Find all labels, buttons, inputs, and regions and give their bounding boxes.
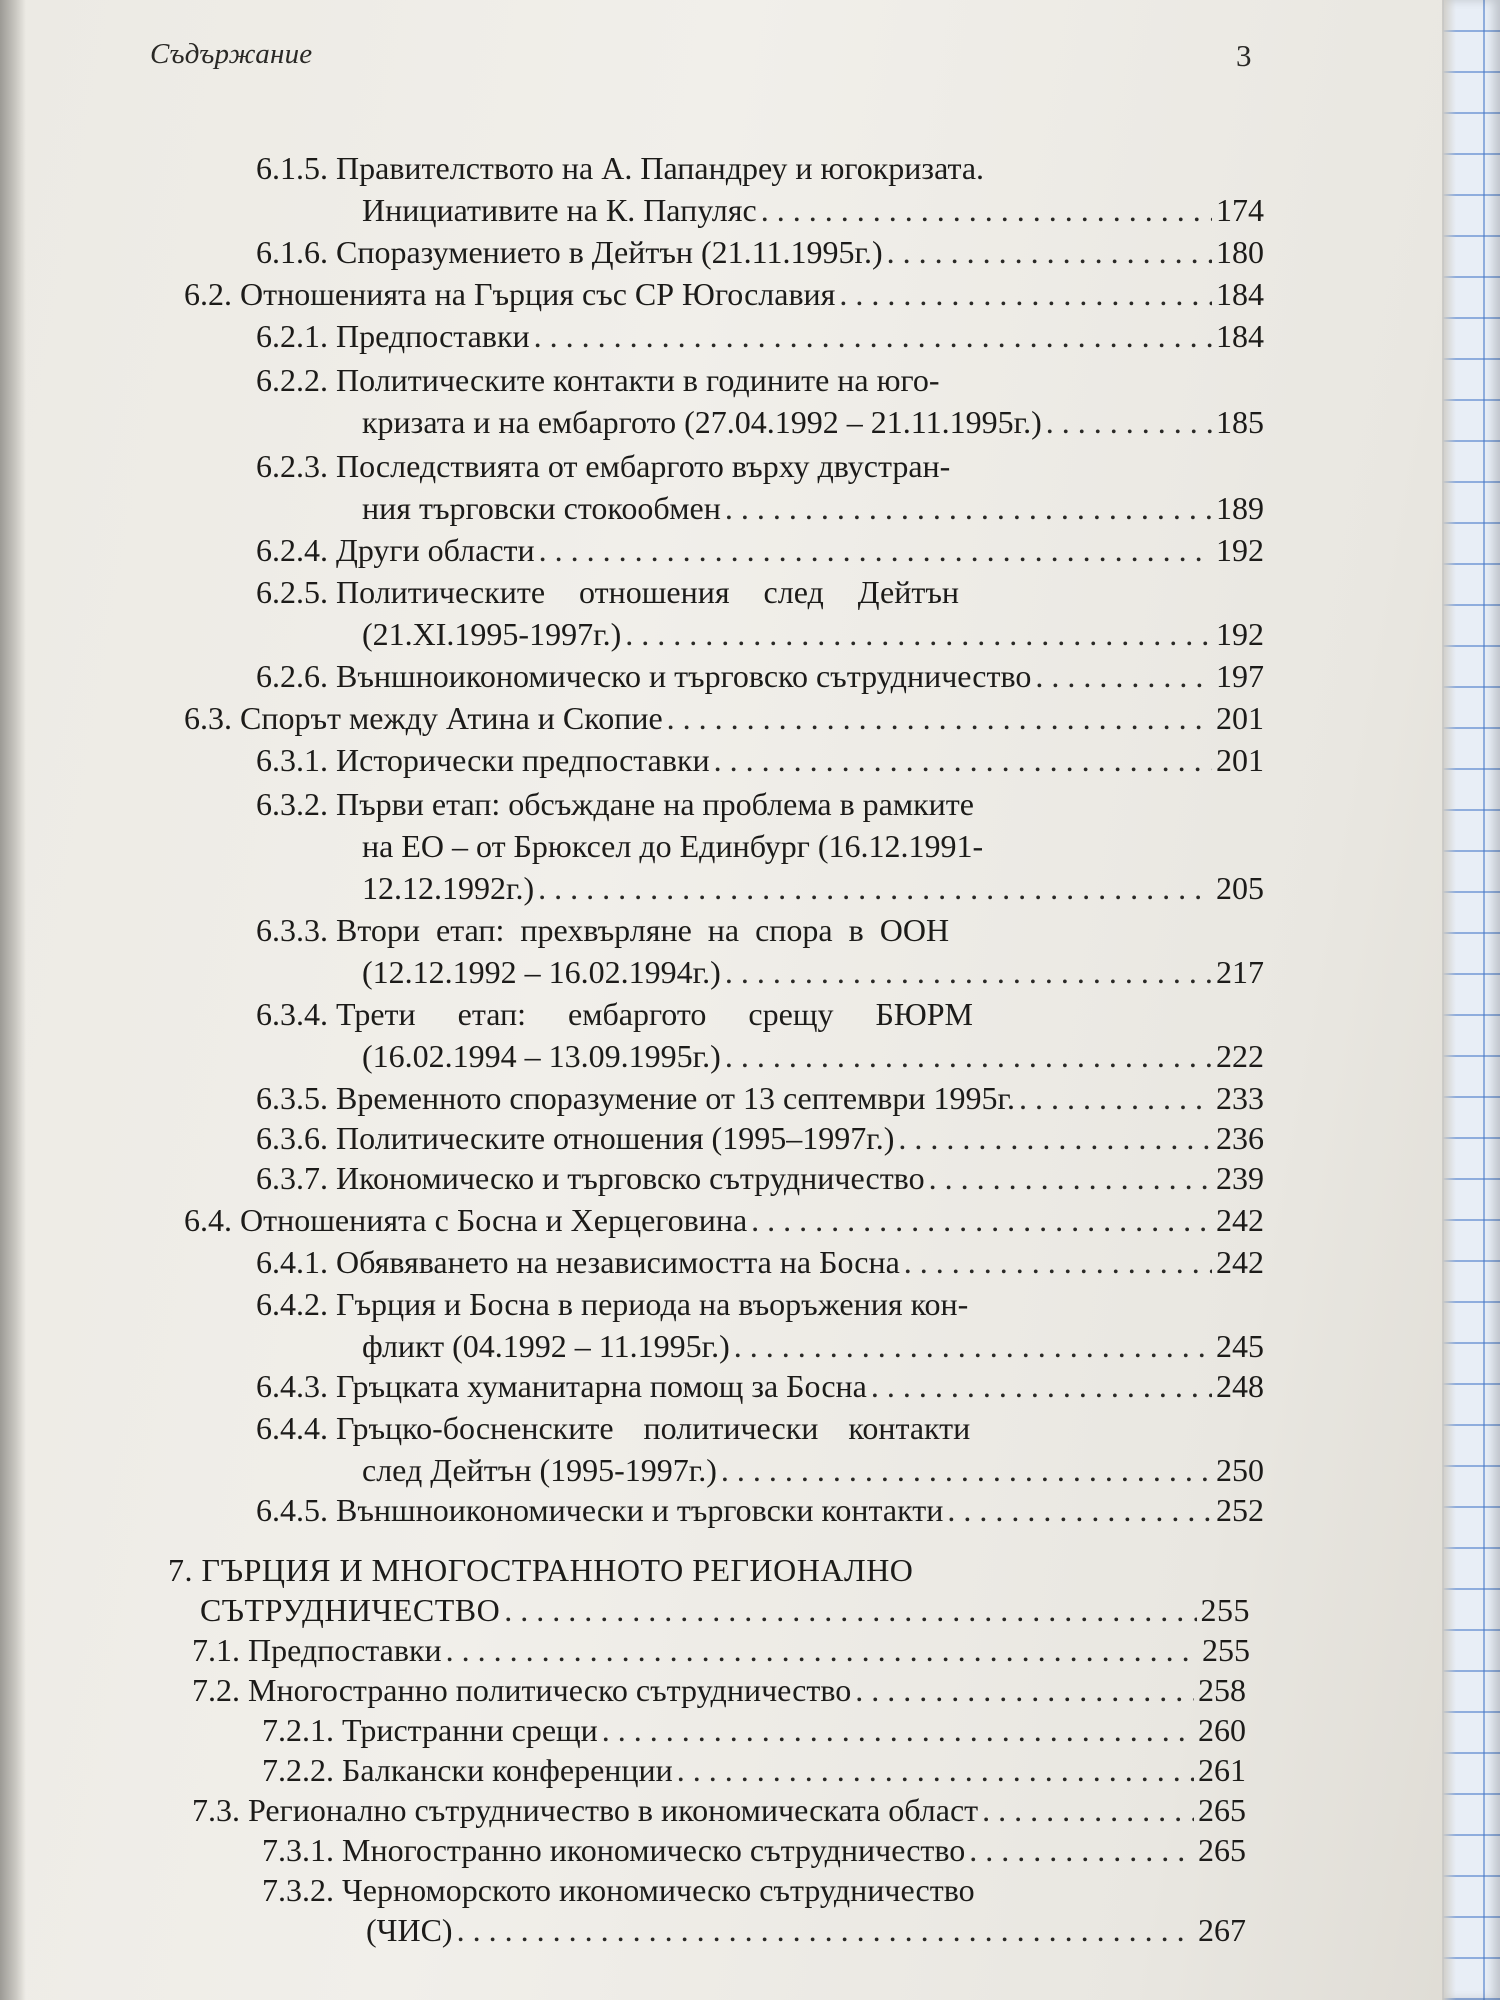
toc-entry-title: Спорът между Атина и Скопие [240, 700, 663, 736]
toc-entry-number: 6.2.2. [256, 362, 328, 398]
toc-entry-page: 242 [1216, 1202, 1264, 1238]
toc-entry-page: 222 [1216, 1038, 1264, 1074]
toc-entry-number: 7.3. [192, 1792, 240, 1828]
toc-entry [256, 316, 1264, 356]
toc-entry-title: Многостранно политическо сътрудничество [248, 1672, 852, 1708]
toc-entry-title: Гръцко-босненските политически контакти [336, 1410, 971, 1446]
toc-section [184, 698, 1264, 738]
toc-entry-number: 7.3.1. [262, 1832, 334, 1868]
toc-entry-title: Първи етап: обсъждане на проблема в рамките [336, 786, 974, 822]
toc-entry-page: 197 [1216, 658, 1264, 694]
toc-entry-title: Други области [336, 532, 535, 568]
toc-entry-number: 7.2. [192, 1672, 240, 1708]
toc-entry [256, 148, 1226, 188]
toc-entry-continuation [362, 952, 1264, 992]
toc-section [192, 1670, 1246, 1710]
toc-entry-page: 233 [1216, 1080, 1264, 1116]
toc-entry-page: 205 [1216, 870, 1264, 906]
toc-entry-title: Предпоставки [336, 318, 530, 354]
toc-entry-page: 192 [1216, 616, 1264, 652]
toc-entry-number: 6.2.4. [256, 532, 328, 568]
toc-entry-page: 252 [1216, 1492, 1264, 1528]
toc-entry-page: 201 [1216, 742, 1264, 778]
toc-entry-continuation [362, 826, 1122, 866]
toc-entry-continuation [362, 488, 1264, 528]
toc-entry-page: 265 [1198, 1792, 1246, 1828]
toc-entry-title: (16.02.1994 – 13.09.1995г.) [362, 1038, 721, 1074]
toc-entry-page: 184 [1216, 318, 1264, 354]
toc-entry-number: 6.3.2. [256, 786, 328, 822]
toc-entry-number: 6.4.5. [256, 1492, 328, 1528]
toc-entry-number: 6.3.7. [256, 1160, 328, 1196]
toc-entry-page: 261 [1198, 1752, 1246, 1788]
toc-entry-number: 7.2.2. [262, 1752, 334, 1788]
toc-entry-number: 6.4.1. [256, 1244, 328, 1280]
toc-entry-title: Отношенията с Босна и Херцеговина [240, 1202, 748, 1238]
toc-entry-page: 201 [1216, 700, 1264, 736]
toc-entry-title: (21.XI.1995-1997г.) [362, 616, 622, 652]
toc-entry-title: Гърция и Босна в периода на въоръжения кон- [336, 1286, 969, 1322]
toc-entry-page: 236 [1216, 1120, 1264, 1156]
toc-section [192, 1790, 1246, 1830]
toc-entry [256, 530, 1264, 570]
toc-entry [256, 1158, 1264, 1198]
toc-entry-page: 245 [1216, 1328, 1264, 1364]
toc-entry-title: Временното споразумение от 13 септември 1995г. [336, 1080, 1016, 1116]
toc-entry-title: Политическите контакти в годините на юго- [336, 362, 940, 398]
toc-entry-number: 6.1.5. [256, 150, 328, 186]
toc-entry-title: Балкански конференции [342, 1752, 673, 1788]
toc-entry [256, 1490, 1264, 1530]
toc-entry-continuation [362, 614, 1264, 654]
toc-entry-continuation [362, 402, 1264, 442]
toc-entry-title: Гръцката хуманитарна помощ за Босна [336, 1368, 867, 1404]
page-number: 3 [1236, 38, 1252, 73]
toc-entry [256, 1242, 1264, 1282]
toc-entry-title: Икономическо и търговско сътрудничество [336, 1160, 925, 1196]
toc-entry-page: 258 [1198, 1672, 1246, 1708]
toc-entry-number: 6.4.3. [256, 1368, 328, 1404]
toc-entry [262, 1710, 1246, 1750]
toc-entry [262, 1870, 1112, 1910]
toc-entry-title: Споразумението в Дейтън (21.11.1995г.) [336, 234, 883, 270]
toc-entry [256, 656, 1264, 696]
toc-entry-title: Регионално сътрудничество в икономическата област [248, 1792, 979, 1828]
toc-entry-continuation [362, 1326, 1264, 1366]
toc-entry [256, 910, 1106, 950]
toc-entry-title: Тристранни срещи [342, 1712, 598, 1748]
toc-entry-number: 6.2.5. [256, 574, 328, 610]
toc-entry [256, 994, 1106, 1034]
toc-entry-number: 6.2. [184, 276, 232, 312]
toc-entry-title: Черноморското икономическо сътрудничество [342, 1872, 975, 1908]
toc-entry-title: Инициативите на К. Папуляс [362, 192, 757, 228]
toc-entry-number: 6.3.5. [256, 1080, 328, 1116]
toc-entry [256, 572, 1104, 612]
toc-entry-title: Трети етап: ембаргото срещу БЮРМ [336, 996, 973, 1032]
toc-entry-title: ГЪРЦИЯ И МНОГОСТРАННОТО РЕГИОНАЛНО [201, 1552, 914, 1588]
toc-entry [256, 1118, 1264, 1158]
toc-entry-page: 255 [1202, 1632, 1250, 1668]
toc-entry-title: на ЕО – от Брюксел до Единбург (16.12.1991- [362, 828, 984, 864]
toc-entry-title: Втори етап: прехвърляне на спора в ООН [336, 912, 950, 948]
toc-entry-number: 6.4.2. [256, 1286, 328, 1322]
toc-entry-title: Обявяването на независимостта на Босна [336, 1244, 900, 1280]
toc-entry-title: (ЧИС) [366, 1912, 453, 1948]
toc-entry-page: 248 [1216, 1368, 1264, 1404]
toc-entry [262, 1750, 1246, 1790]
toc-entry-number: 6.3.3. [256, 912, 328, 948]
toc-entry-page: 260 [1198, 1712, 1246, 1748]
toc-entry [256, 360, 1104, 400]
toc-entry-number: 6.3.1. [256, 742, 328, 778]
toc-entry-page: 267 [1198, 1912, 1246, 1948]
toc-entry [256, 1408, 1106, 1448]
toc-entry-title: след Дейтън (1995-1997г.) [362, 1452, 717, 1488]
toc-entry-continuation [366, 1910, 1246, 1950]
toc-entry-page: 265 [1198, 1832, 1246, 1868]
toc-entry-number: 7.1. [192, 1632, 240, 1668]
toc-entry-continuation [362, 1036, 1264, 1076]
toc-entry-title: Отношенията на Гърция със СР Югославия [240, 276, 836, 312]
toc-entry-number: 6.3.6. [256, 1120, 328, 1156]
toc-entry-title: Многостранно икономическо сътрудничество [342, 1832, 966, 1868]
toc-section [184, 1200, 1264, 1240]
toc-entry-title: Последствията от ембаргото върху двустран- [336, 448, 951, 484]
toc-entry [256, 446, 1106, 486]
running-header: Съдържание [150, 38, 313, 70]
toc-entry [256, 232, 1264, 272]
toc-entry-title: Правителството на А. Папандреу и югокризата. [336, 150, 985, 186]
toc-entry-number: 6.4.4. [256, 1410, 328, 1446]
toc-chapter [168, 1550, 1068, 1590]
toc-entry-number: 6.2.6. [256, 658, 328, 694]
toc-entry-page: 250 [1216, 1452, 1264, 1488]
toc-entry-page: 185 [1216, 404, 1264, 440]
toc-entry-page: 255 [1200, 1592, 1250, 1628]
toc-entry-page: 242 [1216, 1244, 1264, 1280]
toc-entry-title: Външноикономическо и търговско сътрудничество [336, 658, 1032, 694]
toc-entry-number: 6.2.3. [256, 448, 328, 484]
toc-entry-page: 180 [1216, 234, 1264, 270]
toc-entry-page: 174 [1216, 192, 1264, 228]
toc-entry-number: 7.2.1. [262, 1712, 334, 1748]
toc-entry-number: 6.2.1. [256, 318, 328, 354]
toc-entry-title: (12.12.1992 – 16.02.1994г.) [362, 954, 721, 990]
toc-entry-page: 239 [1216, 1160, 1264, 1196]
toc-entry-number: 6.3.4. [256, 996, 328, 1032]
toc-entry [256, 1284, 1106, 1324]
toc-entry [256, 1078, 1264, 1118]
toc-entry-title: Исторически предпоставки [336, 742, 710, 778]
toc-entry [256, 740, 1264, 780]
toc-entry-page: 189 [1216, 490, 1264, 526]
toc-entry-number: 7.3.2. [262, 1872, 334, 1908]
toc-entry-title: кризата и на ембаргото (27.04.1992 – 21.11.1995г.) [362, 404, 1042, 440]
toc-entry-continuation [362, 1450, 1264, 1490]
toc-entry-title: Външноикономически и търговски контакти [336, 1492, 944, 1528]
toc-section [192, 1630, 1250, 1670]
toc-entry-title: 12.12.1992г.) [362, 870, 535, 906]
toc-entry-page: 217 [1216, 954, 1264, 990]
toc-entry [256, 1366, 1264, 1406]
toc-entry [256, 784, 1106, 824]
toc-entry [262, 1830, 1246, 1870]
toc-entry-continuation [200, 1590, 1250, 1630]
toc-entry-number: 6.1.6. [256, 234, 328, 270]
toc-entry-number: 7. [168, 1552, 193, 1588]
toc-entry-title: фликт (04.1992 – 11.1995г.) [362, 1328, 730, 1364]
toc-entry-page: 184 [1216, 276, 1264, 312]
toc-entry-title: Предпоставки [248, 1632, 442, 1668]
toc-section [184, 274, 1264, 314]
toc-entry-number: 6.3. [184, 700, 232, 736]
toc-entry-title: Политическите отношения след Дейтън [336, 574, 959, 610]
toc-entry-number: 6.4. [184, 1202, 232, 1238]
toc-entry-title: Политическите отношения (1995–1997г.) [336, 1120, 895, 1156]
toc-entry-page: 192 [1216, 532, 1264, 568]
toc-entry-continuation [362, 868, 1264, 908]
toc-entry-title: СЪТРУДНИЧЕСТВО [200, 1592, 501, 1628]
toc-entry-continuation [362, 190, 1264, 230]
toc-entry-title: ния търговски стокообмен [362, 490, 721, 526]
